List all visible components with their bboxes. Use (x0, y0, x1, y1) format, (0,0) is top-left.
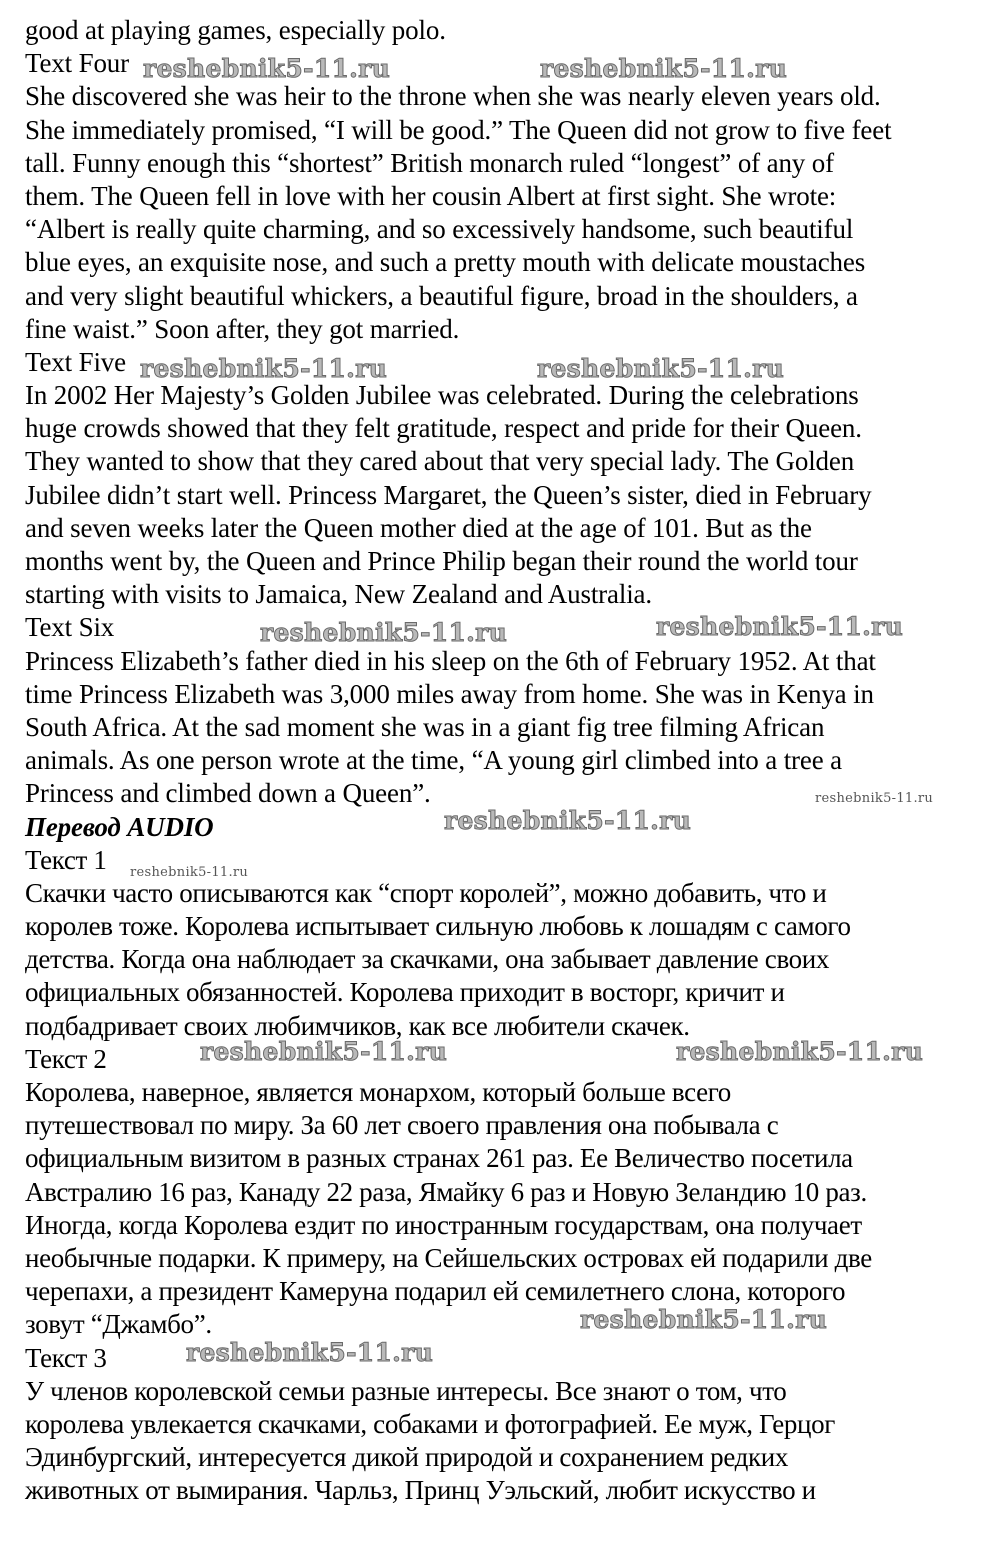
text-line: У членов королевской семьи разные интересы. Все знают о том, что (25, 1375, 787, 1406)
text-line: Jubilee didn’t start well. Princess Margaret, the Queen’s sister, died in February (25, 479, 872, 510)
text-line: королева увлекается скачками, собаками и фотографией. Ее муж, Герцог (25, 1408, 835, 1439)
text-line: them. The Queen fell in love with her cousin Albert at first sight. She wrote: (25, 180, 837, 211)
text-line: необычные подарки. К примеру, на Сейшельских островах ей подарили две (25, 1242, 872, 1273)
text-line: fine waist.” Soon after, they got married. (25, 313, 460, 344)
section-heading-text-six: Text Six (25, 612, 115, 643)
text-line: Скачки часто описываются как “спорт королей”, можно добавить, что и (25, 877, 827, 908)
text-line: tall. Funny enough this “shortest” British monarch ruled “longest” of any of (25, 147, 834, 178)
section-heading-text-four: Text Four (25, 48, 130, 79)
text-line: “Albert is really quite charming, and so excessively handsome, such beautiful (25, 214, 854, 245)
text-line: Королева, наверное, является монархом, который больше всего (25, 1077, 731, 1107)
text-line: huge crowds showed that they felt gratitude, respect and pride for their Queen. (25, 413, 862, 444)
text-line: They wanted to show that they cared about that very special lady. The Golden (25, 446, 855, 477)
text-line: She discovered she was heir to the throne when she was nearly eleven years old. (25, 81, 881, 112)
text-line: путешествовал по миру. За 60 лет своего правления она побывала с (25, 1110, 779, 1141)
text-line: She immediately promised, “I will be good.” The Queen did not grow to five feet (25, 114, 892, 145)
text-line: South Africa. At the sad moment she was in a giant fig tree filming African (25, 711, 825, 742)
text-line: зовут “Джамбо”. (25, 1309, 212, 1340)
text-line: starting with visits to Jamaica, New Zealand and Australia. (25, 579, 652, 610)
watermark: reshebnik5-11.ru (815, 791, 934, 806)
text-line: черепахи, а президент Камеруна подарил ей семилетнего слона, которого (25, 1276, 846, 1307)
watermark: reshebnik5-11.ru (537, 354, 785, 383)
text-line: and very slight beautiful whickers, a beautiful figure, broad in the shoulders, a (25, 280, 858, 311)
text-line: blue eyes, an exquisite nose, and such a pretty mouth with delicate moustaches (25, 247, 866, 278)
document-page (25, 14, 990, 1507)
text-line: королев тоже. Королева испытывает сильную любовь к лошадям с самого (25, 911, 851, 942)
watermark: reshebnik5-11.ru (260, 618, 508, 647)
text-line: time Princess Elizabeth was 3,000 miles away from home. She was in Kenya in (25, 678, 874, 709)
watermark: reshebnik5-11.ru (143, 54, 391, 83)
text-line: официальным визитом в разных странах 261 раз. Ее Величество посетила (25, 1143, 853, 1174)
watermark: reshebnik5-11.ru (540, 54, 788, 83)
section-heading-tekst-2: Текст 2 (25, 1043, 107, 1074)
watermark: reshebnik5-11.ru (444, 806, 692, 835)
text-line: подбадривает своих любимчиков, как все любители скачек. (25, 1010, 690, 1041)
watermark: reshebnik5-11.ru (186, 1338, 434, 1367)
section-heading-text-five: Text Five (25, 346, 126, 377)
text-line: детства. Когда она наблюдает за скачками, она забывает давление своих (25, 944, 830, 975)
text-line: Австралию 16 раз, Канаду 22 раза, Ямайку 6 раз и Новую Зеландию 10 раз. (25, 1176, 867, 1207)
section-heading-tekst-1: Текст 1 (25, 844, 107, 875)
text-line: Эдинбургский, интересуется дикой природой и сохранением редких (25, 1442, 789, 1473)
watermark: reshebnik5-11.ru (580, 1305, 828, 1334)
text-line: good at playing games, especially polo. (25, 15, 446, 45)
watermark: reshebnik5-11.ru (676, 1037, 924, 1066)
text-line: Princess and climbed down a Queen”. (25, 778, 431, 809)
watermark: reshebnik5-11.ru (130, 865, 249, 880)
text-line: Princess Elizabeth’s father died in his sleep on the 6th of February 1952. At that (25, 645, 876, 676)
text-line: months went by, the Queen and Prince Philip began their round the world tour (25, 546, 858, 576)
section-heading-tekst-3: Текст 3 (25, 1342, 107, 1373)
watermark: reshebnik5-11.ru (656, 612, 904, 641)
translation-heading: Перевод AUDIO (25, 811, 214, 842)
text-line: animals. As one person wrote at the time, “A young girl climbed into a tree a (25, 745, 842, 776)
watermark: reshebnik5-11.ru (140, 354, 388, 383)
text-line: официальных обязанностей. Королева приходит в восторг, кричит и (25, 977, 785, 1008)
text-line: Иногда, когда Королева ездит по иностранным государствам, она получает (25, 1209, 862, 1240)
text-line: In 2002 Her Majesty’s Golden Jubilee was celebrated. During the celebrations (25, 380, 859, 411)
text-line: животных от вымирания. Чарльз, Принц Уэльский, любит искусство и (25, 1475, 816, 1506)
watermark: reshebnik5-11.ru (200, 1037, 448, 1066)
text-line: and seven weeks later the Queen mother died at the age of 101. But as the (25, 512, 812, 543)
